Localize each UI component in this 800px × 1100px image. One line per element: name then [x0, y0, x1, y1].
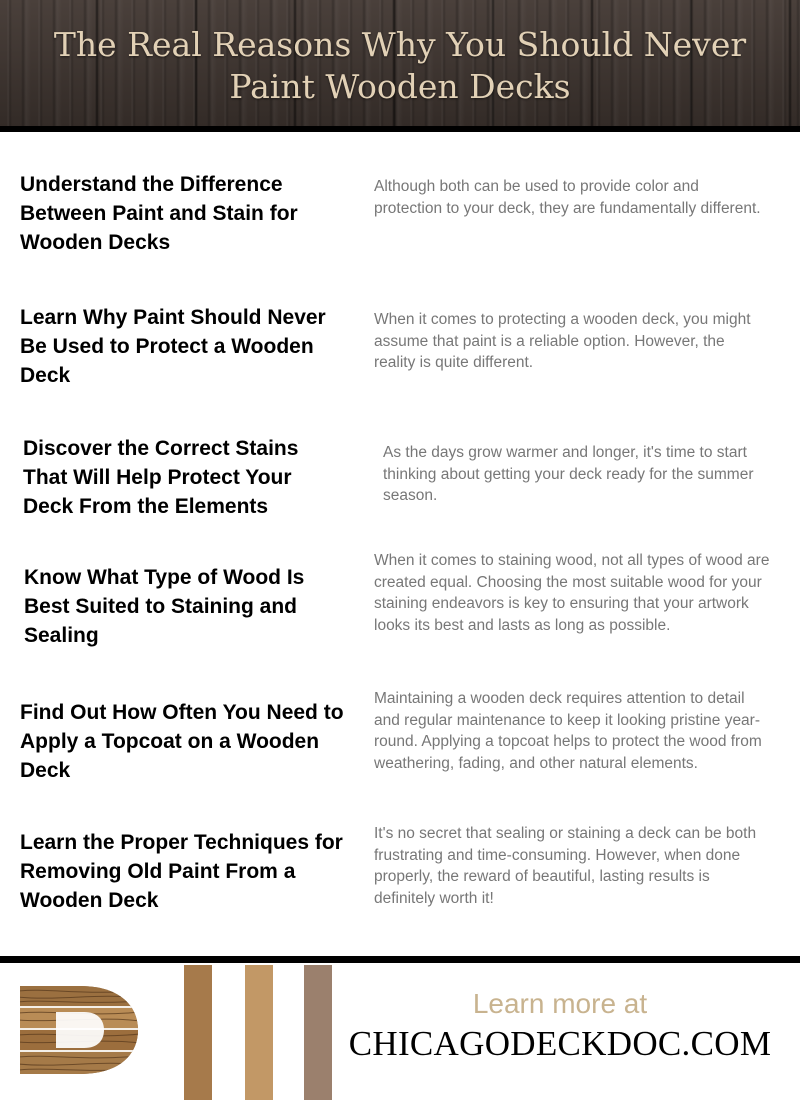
color-swatch-stripe [304, 965, 332, 1100]
section-body: When it comes to protecting a wooden deck, you might assume that paint is a reliable option. However, the reality is quite different. [374, 311, 751, 371]
section-body: Although both can be used to provide color and protection to your deck, they are fundamentally different. [374, 178, 761, 217]
header-banner [0, 0, 800, 126]
cta-learn-more: Learn more at [472, 988, 648, 1019]
section-heading: Learn the Proper Techniques for Removing Old Paint From a Wooden Deck [20, 831, 343, 912]
color-swatch-stripe [184, 965, 212, 1100]
section-body: Maintaining a wooden deck requires attention to detail and regular maintenance to keep it looking pristine year-round. Applying a topcoat helps to protect the wood from weathering, fading, and other natural elements. [374, 690, 762, 772]
section-body: When it comes to staining wood, not all types of wood are created equal. Choosing the most suitable wood for your staining endeavors is key to ensuring that your artwork looks its best and lasts as long as possible. [374, 552, 770, 634]
color-swatch-stripe [245, 965, 273, 1100]
section-heading: Learn Why Paint Should Never Be Used to Protect a Wooden Deck [20, 306, 326, 387]
section-heading: Understand the Difference Between Paint and Stain for Wooden Decks [20, 173, 298, 254]
cta-website-link[interactable]: CHICAGODECKDOC.COM [348, 1024, 772, 1063]
header-divider [0, 126, 800, 132]
wood-grain-letter-d-logo-icon [18, 982, 140, 1078]
section-body: It's no secret that sealing or staining a deck can be both frustrating and time-consuming. However, when done properly, the reward of beautiful, lasting results is definitely worth it! [374, 825, 757, 907]
page-title: The Real Reasons Why You Should Never Paint Wooden Decks [53, 25, 747, 106]
section-heading: Discover the Correct Stains That Will Help Protect Your Deck From the Elements [23, 437, 299, 518]
footer-divider [0, 956, 800, 963]
section-heading: Find Out How Often You Need to Apply a Topcoat on a Wooden Deck [20, 701, 344, 782]
section-body: As the days grow warmer and longer, it's time to start thinking about getting your deck ready for the summer season. [383, 444, 754, 504]
section-heading: Know What Type of Wood Is Best Suited to Staining and Sealing [24, 566, 305, 647]
